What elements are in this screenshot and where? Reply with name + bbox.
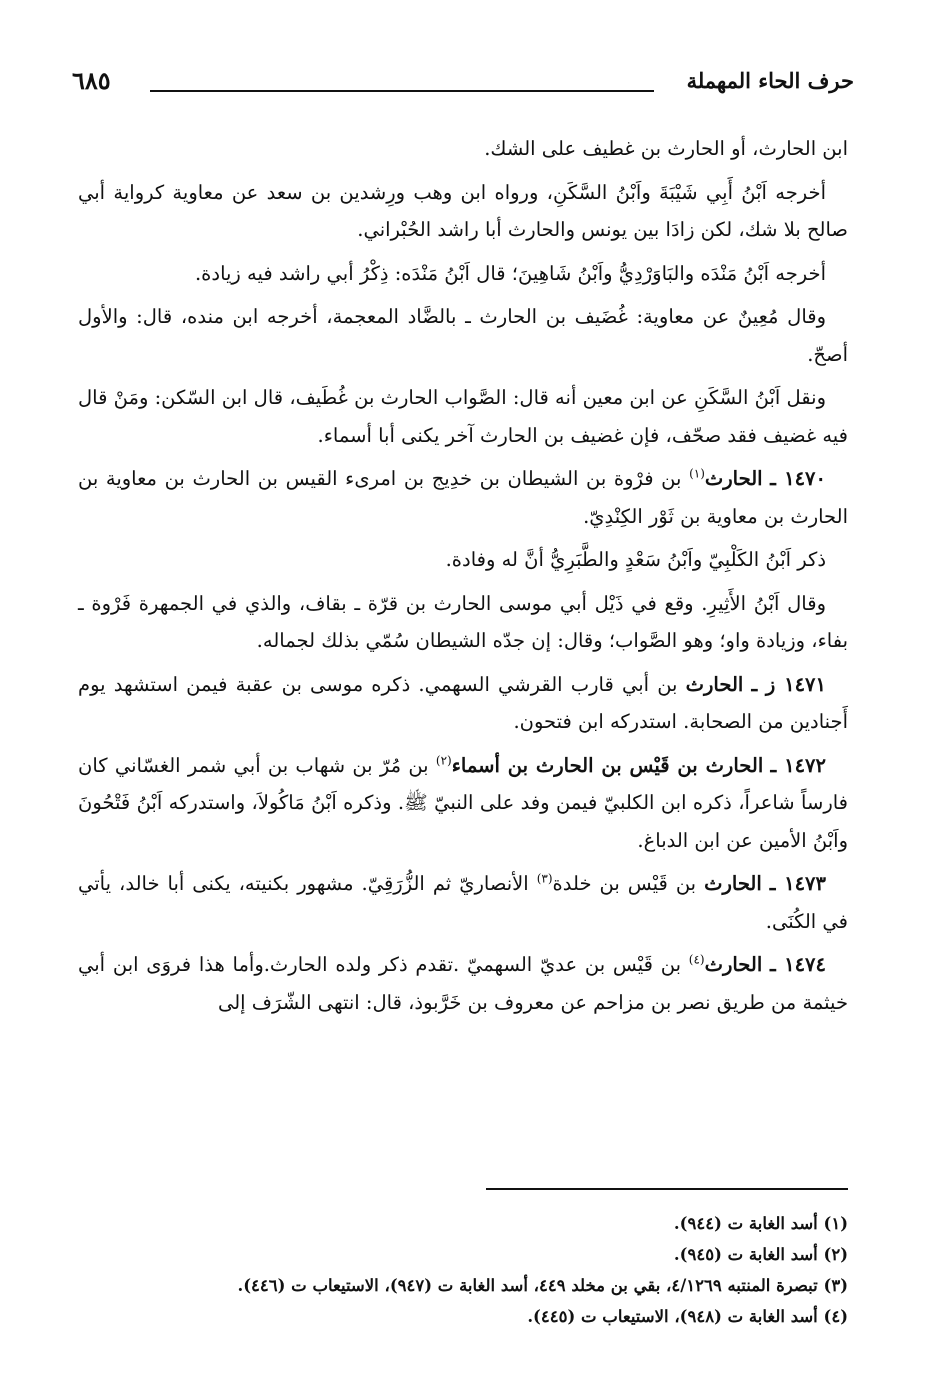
entry-1471 [78, 666, 848, 741]
footnote-2: (٢) أسد الغابة ت (٩٤٥). [673, 1245, 848, 1264]
entry-text-continued: الأنصاريّ ثم الزُّرَقِيّ. مشهور بكنيته، يكنى أبا خالد، يأتي في الكُنَى. [78, 872, 848, 933]
paragraph: ابن الحارث، أو الحارث بن غطيف على الشك. [484, 137, 848, 160]
entry-name: الحارث [704, 953, 763, 976]
paragraph: ونقل اَبْنُ السَّكَنِ عن ابن معين أنه قال: الصَّواب الحارث بن غُطَيف، قال ابن السّكن: ومَنْ قال فيه غضيف فقد صحّف، فإن غضيف بن الحارث آخر يكنى أبا أسماء. [78, 386, 848, 447]
paragraph: أخرجه اَبْنُ أَبِي شَيْبَةَ واَبْنُ السَّكَنِ، ورواه ابن وهب ورِشدين بن سعد عن معاوية كرواية أبي صالح بلا شك، لكن زادَا بين يونس والحارث أبا راشد الحُبْراني. [78, 180, 848, 241]
running-title: حرف الحاء المهملة [686, 68, 854, 93]
entry-number: ١٤٧٢ ـ [770, 753, 826, 777]
entry-text: بن قَيْس بن عديّ السهميّ .تقدم ذكر ولده الحارث.وأما هذا فروَى ابن أبي خيثمة من طريق نصر بن مزاحم عن معروف بن خَرَّبوذ، قال: انتهى الشّرَف إلى [78, 953, 848, 1014]
entry-number: ١٤٧٠ ـ [770, 467, 826, 490]
paragraph: وقال اَبْنُ الأَثِيرِ. وقع في ذَيْل أبي موسى الحارث بن قرّة ـ بقاف، والذي في الجمهرة فَرْوة ـ بفاء، وزيادة واو؛ وهو الصَّواب؛ وقال: إن جدّه الشيطان سُمّي بذلك لجماله. [78, 591, 848, 652]
page-header [72, 68, 854, 104]
entry-1470 [78, 460, 848, 535]
header-rule [150, 90, 654, 92]
paragraph: وقال مُعِينٌ عن معاوية: غُضَيف بن الحارث ـ بالضَّاد المعجمة، أخرجه ابن منده، قال: والأول أصحّ. [78, 305, 848, 366]
footnote-ref: (٢) [435, 753, 452, 767]
entry-number: ١٤٧١ ز ـ [751, 672, 826, 696]
paragraph: ذكر اَبْنُ الكَلْبِيّ واَبْنُ سَعْدٍ والطَّبَرِيُّ أنَّ له وفادة. [445, 548, 826, 571]
entry-text: بن أبي قارب القرشي السهمي. ذكره موسى بن عقبة فيمن استشهد يوم أَجنادين من الصحابة. استدركه ابن فتحون. [78, 672, 848, 733]
entry-name: الحارث [685, 672, 744, 696]
entry-number: ١٤٧٤ ـ [770, 953, 826, 976]
footnote-ref: (١) [689, 466, 705, 481]
footnotes [110, 1208, 848, 1332]
paragraph: أخرجه اَبْنُ مَنْدَه والبَاوَرْدِيُّ واَبْنُ شَاهِينَ؛ قال اَبْنُ مَنْدَه: ذِكْرُ أبي راشد فيه زيادة. [194, 261, 826, 285]
footnote-4: (٤) أسد الغابة ت (٩٤٨)، الاستيعاب ت (٤٤٥). [527, 1307, 848, 1326]
entry-name: الحارث [704, 872, 762, 895]
entry-number: ١٤٧٣ ـ [769, 872, 826, 895]
entry-text: بن قَيْس بن خلدة [552, 872, 705, 895]
entry-text: بن مُرّ بن شهاب بن أبي شمر الغسّاني كان فارساً شاعراً، ذكره ابن الكلبيّ فيمن وفد على النبيّ ﷺ. وذكره اَبْنُ مَاكُولاَ، واستدركه اَبْنُ فَتْحُونَ واَبْنُ الأمين عن ابن الدباغ. [78, 753, 848, 852]
entry-name: الحارث بن قَيْس بن الحارث بن أسماء [451, 753, 764, 777]
footnote-separator [486, 1188, 848, 1190]
footnote-1: (١) أسد الغابة ت (٩٤٤). [673, 1214, 848, 1233]
entry-1473 [78, 865, 848, 940]
entry-name: الحارث [704, 467, 763, 490]
entry-1474 [78, 946, 848, 1021]
main-text [78, 130, 848, 1027]
footnote-3: (٣) تبصرة المنتبه ٤/١٢٦٩، بقي بن مخلد ٤٤٩، أسد الغابة ت (٩٤٧)، الاستيعاب ت (٤٤٦). [237, 1276, 848, 1295]
entry-1472 [78, 747, 848, 860]
page-number: ٦٨٥ [72, 66, 111, 95]
footnote-ref: (٤) [688, 952, 705, 967]
footnote-ref: (٣) [536, 871, 553, 886]
entry-text: بن فرْوة بن الشيطان بن خدِيج بن امرىء القيس بن الحارث بن معاوية بن الحارث بن معاوية بن ثَوْر الكِنْدِيّ. [78, 467, 848, 528]
